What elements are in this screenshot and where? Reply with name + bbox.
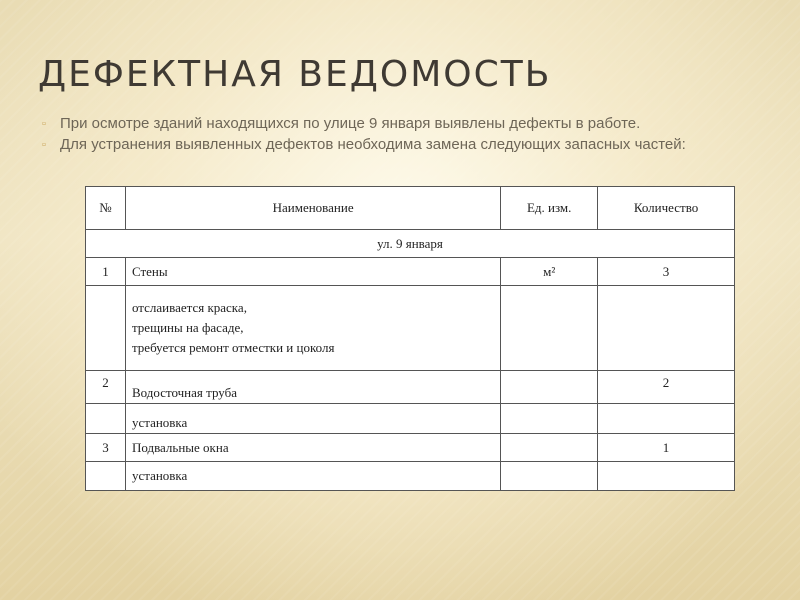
cell-qty: 3	[598, 258, 735, 286]
cell-name: Стены	[125, 258, 500, 286]
table-row	[86, 371, 735, 404]
bullet-item	[40, 114, 760, 133]
defect-line: трещины на фасаде,	[131, 320, 244, 335]
bullet-text: Для устранения выявленных дефектов необходима замена следующих запасных частей:	[60, 136, 686, 153]
table-row	[86, 286, 735, 371]
header-qty: Количество	[598, 187, 735, 230]
cell-name: Подвальные окна	[125, 434, 500, 462]
header-num: №	[86, 187, 126, 230]
table-row	[86, 258, 735, 286]
cell-unit	[501, 462, 598, 491]
bullet-marker-icon: ▫	[42, 139, 46, 151]
cell-unit	[501, 404, 598, 434]
cell-unit	[501, 371, 598, 404]
cell-num	[86, 286, 126, 371]
slide-title: ДЕФЕКТНАЯ ВЕДОМОСТЬ	[38, 54, 552, 95]
cell-qty: 2	[598, 371, 735, 404]
cell-num	[86, 462, 126, 491]
cell-name: Водосточная труба	[125, 371, 500, 404]
cell-qty	[598, 404, 735, 434]
bullet-list	[40, 114, 760, 156]
cell-num: 2	[86, 371, 126, 404]
defect-line: отслаивается краска,	[131, 300, 247, 315]
cell-unit	[501, 434, 598, 462]
defect-line: требуется ремонт отместки и цоколя	[131, 340, 335, 355]
cell-name: установка	[125, 404, 500, 434]
cell-qty	[598, 462, 735, 491]
cell-name: установка	[125, 462, 500, 491]
table-row	[86, 434, 735, 462]
cell-num	[86, 404, 126, 434]
cell-qty	[598, 286, 735, 371]
cell-qty: 1	[598, 434, 735, 462]
section-label: ул. 9 января	[86, 230, 735, 258]
cell-unit: м²	[501, 258, 598, 286]
header-name: Наименование	[125, 187, 500, 230]
cell-num: 1	[86, 258, 126, 286]
table-row	[86, 462, 735, 491]
header-unit: Ед. изм.	[501, 187, 598, 230]
bullet-item	[40, 135, 760, 154]
table-header-row	[86, 187, 735, 230]
table-section-row	[86, 230, 735, 258]
defect-table-container	[85, 186, 735, 491]
cell-num: 3	[86, 434, 126, 462]
cell-unit	[501, 286, 598, 371]
cell-name	[125, 286, 500, 371]
bullet-marker-icon: ▫	[42, 118, 46, 130]
bullet-text: При осмотре зданий находящихся по улице 9 января выявлены дефекты в работе.	[60, 115, 641, 132]
table-row	[86, 404, 735, 434]
defect-table	[85, 186, 735, 491]
